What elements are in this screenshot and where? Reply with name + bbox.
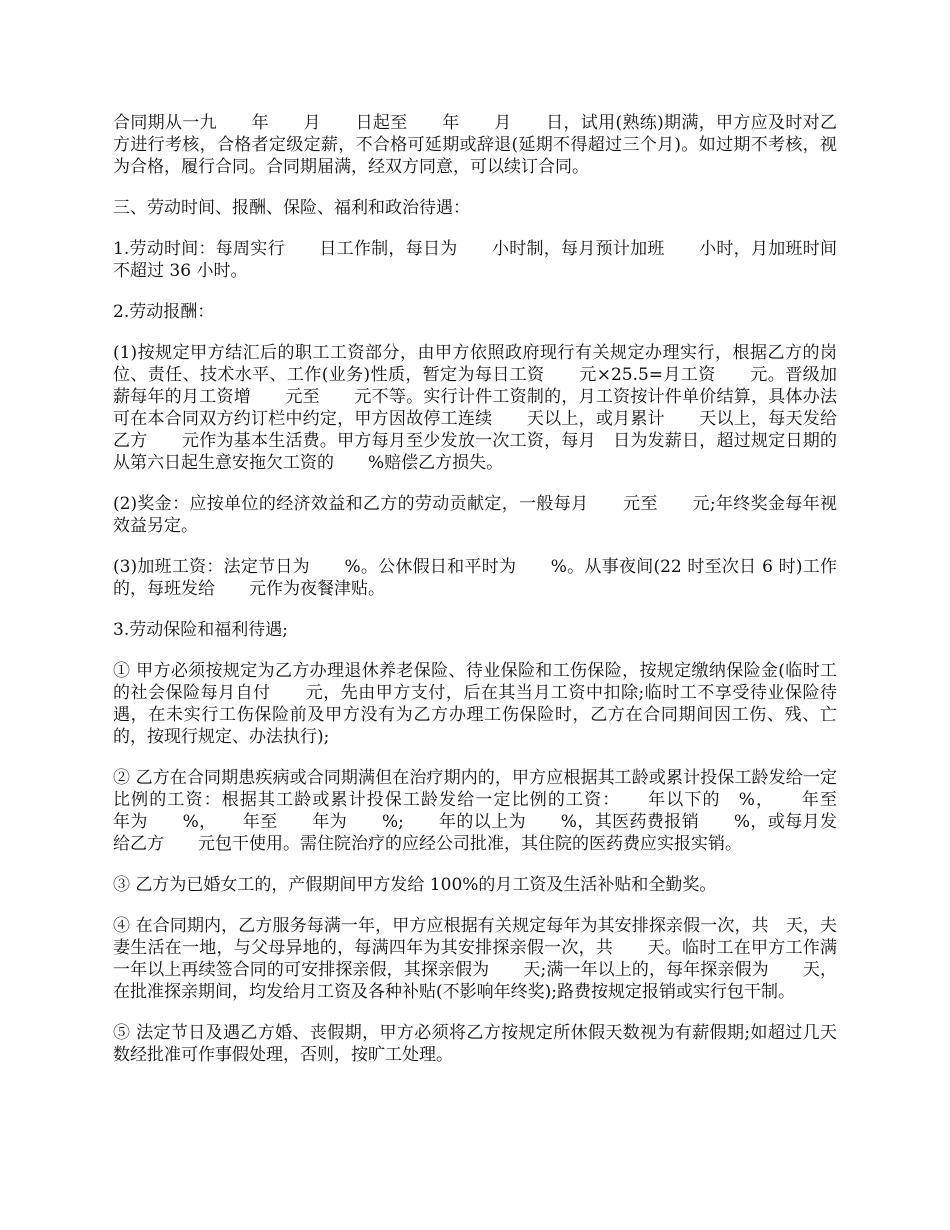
paragraph-wages: (1)按规定甲方结汇后的职工工资部分，由甲方依照政府现行有关规定办理实行，根据乙方的岗位、责任、技术水平、工作(业务)性质，暂定为每日工资 元×25.5=月工资 元。晋级加薪每年的月工资增 元至 元不等。实行计件工资制的，月工资按计件单价结算，具体办法可在本合同双方约订栏中约定，甲方因故停工连续 天以上，或月累计 天以上，每天发给乙方 元作为基本生活费。甲方每月至少发放一次工资，每月 日为发薪日，超过规定日期的从第六日起生意安拖欠工资的 %赔偿乙方损失。 [113, 343, 837, 473]
section-heading-3: 三、劳动时间、报酬、保险、福利和政治待遇： [113, 198, 470, 218]
subheading-remuneration: 2.劳动报酬： [113, 302, 215, 322]
paragraph-maternity: ③ 乙方为已婚女工的，产假期间甲方发给 100%的月工资及生活补贴和全勤奖。 [113, 875, 717, 895]
paragraph-working-hours: 1.劳动时间：每周实行 日工作制，每日为 小时制，每月预计加班 小时，月加班时间不超过 36 小时。 [113, 239, 837, 281]
paragraph-contract-term: 合同期从一九 年 月 日起至 年 月 日，试用(熟练)期满，甲方应及时对乙方进行考核，合格者定级定薪，不合格可延期或辞退(延期不得超过三个月)。如过期不考核，视为合格，履行合同。合同期届满，经双方同意，可以续订合同。 [113, 113, 837, 177]
paragraph-family-leave: ④ 在合同期内，乙方服务每满一年，甲方应根据有关规定每年为其安排探亲假一次，共 天，夫妻生活在一地，与父母异地的，每满四年为其安排探亲假一次，共 天。临时工在甲方工作满一年以上再续签合同的可安排探亲假，其探亲假为 天;满一年以上的，每年探亲假为 天，在批准探亲期间，均发给月工资及各种补贴(不影响年终奖);路费按规定报销或实行包干制。 [113, 916, 837, 1002]
paragraph-sick-pay: ② 乙方在合同期患疾病或合同期满但在治疗期内的，甲方应根据其工龄或累计投保工龄发给一定比例的工资：根据其工龄或累计投保工龄发给一定比例的工资： 年以下的 %， 年至 年为 %， 年至 年为 %; 年的以上为 %，其医药费报销 %，或每月发给乙方 元包干使用。需住院治疗的应经公司批准，其住院的医药费应实报实销。 [113, 768, 871, 854]
paragraph-bonus: (2)奖金：应按单位的经济效益和乙方的劳动贡献定，一般每月 元至 元;年终奖金每年视效益另定。 [113, 494, 837, 536]
paragraph-holidays: ⑤ 法定节日及遇乙方婚、丧假期，甲方必须将乙方按规定所休假天数视为有薪假期;如超过几天数经批准可作事假处理，否则，按旷工处理。 [113, 1023, 837, 1065]
paragraph-insurance: ① 甲方必须按规定为乙方办理退休养老保险、待业保险和工伤保险，按规定缴纳保险金(临时工的社会保险每月自付 元，先由甲方支付，后在其当月工资中扣除;临时工不享受待业保险待遇，在未实行工伤保险前及甲方没有为乙方办理工伤保险时，乙方在合同期间因工伤、残、亡的，按现行规定、办法执行); [113, 661, 837, 747]
subheading-insurance-welfare: 3.劳动保险和福利待遇; [113, 620, 288, 640]
document-body [113, 112, 871, 1085]
paragraph-overtime: (3)加班工资：法定节日为 %。公休假日和平时为 %。从事夜间(22 时至次日 6 时)工作的，每班发给 元作为夜餐津贴。 [113, 557, 837, 599]
